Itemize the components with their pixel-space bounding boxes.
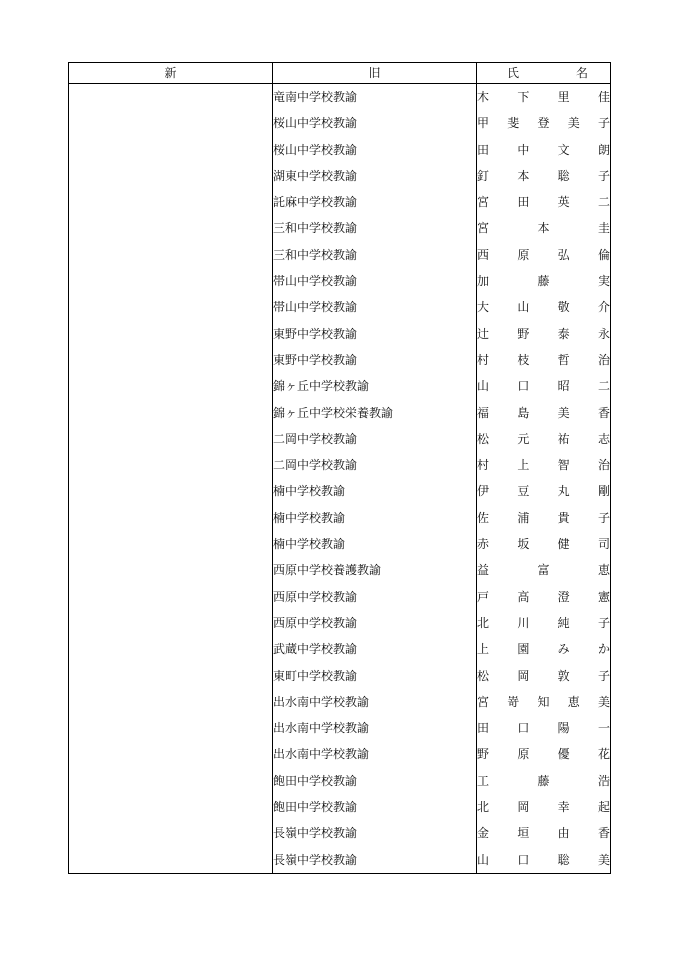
header-new: 新 <box>69 63 273 84</box>
table-row <box>69 689 611 715</box>
cell-new-position <box>69 163 273 189</box>
cell-old-position: 出水南中学校教諭 <box>273 715 477 741</box>
table-row <box>69 557 611 583</box>
table-row <box>69 636 611 662</box>
person-name: 北 川 純 子 <box>477 615 610 630</box>
cell-old-position: 錦ヶ丘中学校教諭 <box>273 373 477 399</box>
cell-new-position <box>69 294 273 320</box>
cell-new-position <box>69 373 273 399</box>
cell-old-position: 長嶺中学校教諭 <box>273 820 477 846</box>
cell-name <box>477 505 611 531</box>
table-row <box>69 768 611 794</box>
cell-name <box>477 584 611 610</box>
table-row <box>69 189 611 215</box>
table-row <box>69 347 611 373</box>
cell-old-position: 桜山中学校教諭 <box>273 110 477 136</box>
cell-name <box>477 741 611 767</box>
cell-old-position: 東野中学校教諭 <box>273 347 477 373</box>
personnel-table <box>68 62 611 874</box>
cell-name <box>477 189 611 215</box>
table-row <box>69 452 611 478</box>
cell-new-position <box>69 557 273 583</box>
cell-old-position: 三和中学校教諭 <box>273 215 477 241</box>
header-name-mei: 名 <box>575 66 588 80</box>
table-row <box>69 268 611 294</box>
cell-old-position: 託麻中学校教諭 <box>273 189 477 215</box>
person-name: 戸 高 澄 憲 <box>477 589 610 604</box>
cell-name <box>477 110 611 136</box>
person-name: 伊 豆 丸 剛 <box>477 484 610 499</box>
cell-name <box>477 215 611 241</box>
cell-name <box>477 820 611 846</box>
person-name: 山 口 昭 二 <box>477 379 610 394</box>
cell-old-position: 湖東中学校教諭 <box>273 163 477 189</box>
person-name: 大 山 敬 介 <box>477 300 610 315</box>
header-old: 旧 <box>273 63 477 84</box>
cell-new-position <box>69 321 273 347</box>
person-name: 田 口 陽 一 <box>477 721 610 736</box>
cell-new-position <box>69 663 273 689</box>
cell-old-position: 三和中学校教諭 <box>273 242 477 268</box>
table-row <box>69 478 611 504</box>
cell-old-position: 西原中学校養護教諭 <box>273 557 477 583</box>
cell-old-position: 楠中学校教諭 <box>273 531 477 557</box>
table-row <box>69 610 611 636</box>
cell-new-position <box>69 110 273 136</box>
cell-new-position <box>69 715 273 741</box>
cell-name <box>477 373 611 399</box>
table-row <box>69 505 611 531</box>
cell-name <box>477 715 611 741</box>
cell-new-position <box>69 741 273 767</box>
person-name: 甲 斐 登 美 子 <box>477 116 610 131</box>
cell-new-position <box>69 347 273 373</box>
cell-name <box>477 531 611 557</box>
cell-new-position <box>69 505 273 531</box>
cell-new-position <box>69 847 273 874</box>
cell-old-position: 楠中学校教諭 <box>273 478 477 504</box>
header-name-sei: 氏 <box>507 66 520 80</box>
cell-old-position: 西原中学校教諭 <box>273 610 477 636</box>
cell-name <box>477 426 611 452</box>
table-row <box>69 794 611 820</box>
cell-name <box>477 557 611 583</box>
cell-new-position <box>69 242 273 268</box>
person-name: 辻 野 泰 永 <box>477 326 610 341</box>
cell-new-position <box>69 400 273 426</box>
table-row <box>69 400 611 426</box>
cell-old-position: 二岡中学校教諭 <box>273 426 477 452</box>
cell-name <box>477 452 611 478</box>
person-name: 加 藤 実 <box>477 274 610 289</box>
cell-old-position: 二岡中学校教諭 <box>273 452 477 478</box>
cell-old-position: 東野中学校教諭 <box>273 321 477 347</box>
person-name: 西 原 弘 倫 <box>477 247 610 262</box>
person-name: 工 藤 浩 <box>477 773 610 788</box>
cell-new-position <box>69 268 273 294</box>
cell-old-position: 長嶺中学校教諭 <box>273 847 477 874</box>
table-row <box>69 373 611 399</box>
table-header-row <box>69 63 611 84</box>
table-row <box>69 110 611 136</box>
person-name: 金 垣 由 香 <box>477 826 610 841</box>
cell-old-position: 桜山中学校教諭 <box>273 137 477 163</box>
cell-name <box>477 163 611 189</box>
cell-name <box>477 347 611 373</box>
cell-new-position <box>69 452 273 478</box>
cell-name <box>477 321 611 347</box>
cell-new-position <box>69 768 273 794</box>
cell-new-position <box>69 531 273 557</box>
cell-new-position <box>69 610 273 636</box>
table-row <box>69 820 611 846</box>
person-name: 木 下 里 佳 <box>477 90 610 104</box>
cell-name <box>477 84 611 111</box>
cell-new-position <box>69 84 273 111</box>
cell-name <box>477 689 611 715</box>
table-row <box>69 294 611 320</box>
person-name: 野 原 優 花 <box>477 747 610 762</box>
header-name <box>477 63 611 84</box>
table-row <box>69 84 611 111</box>
cell-new-position <box>69 636 273 662</box>
cell-new-position <box>69 689 273 715</box>
person-name: 田 中 文 朗 <box>477 142 610 157</box>
cell-old-position: 帯山中学校教諭 <box>273 294 477 320</box>
cell-new-position <box>69 794 273 820</box>
person-name: 赤 坂 健 司 <box>477 537 610 552</box>
table-row <box>69 663 611 689</box>
cell-old-position: 楠中学校教諭 <box>273 505 477 531</box>
cell-new-position <box>69 478 273 504</box>
person-name: 佐 浦 貴 子 <box>477 510 610 525</box>
cell-new-position <box>69 584 273 610</box>
person-name: 宮 田 英 二 <box>477 195 610 210</box>
table-row <box>69 715 611 741</box>
person-name: 宮 本 圭 <box>477 221 610 236</box>
cell-old-position: 東町中学校教諭 <box>273 663 477 689</box>
cell-old-position: 帯山中学校教諭 <box>273 268 477 294</box>
person-name: 村 上 智 治 <box>477 458 610 473</box>
cell-name <box>477 400 611 426</box>
cell-name <box>477 137 611 163</box>
cell-new-position <box>69 189 273 215</box>
cell-name <box>477 768 611 794</box>
table-row <box>69 321 611 347</box>
cell-name <box>477 294 611 320</box>
cell-old-position: 出水南中学校教諭 <box>273 741 477 767</box>
table-row <box>69 242 611 268</box>
table-row <box>69 426 611 452</box>
cell-name <box>477 794 611 820</box>
person-name: 山 口 聡 美 <box>477 852 610 867</box>
cell-old-position: 飽田中学校教諭 <box>273 768 477 794</box>
person-name: 上 園 み か <box>477 642 610 657</box>
table-row <box>69 847 611 874</box>
table-row <box>69 531 611 557</box>
cell-name <box>477 610 611 636</box>
cell-old-position: 西原中学校教諭 <box>273 584 477 610</box>
person-name: 松 岡 敦 子 <box>477 668 610 683</box>
cell-old-position: 竜南中学校教諭 <box>273 84 477 111</box>
cell-name <box>477 478 611 504</box>
cell-name <box>477 663 611 689</box>
cell-old-position: 錦ヶ丘中学校栄養教諭 <box>273 400 477 426</box>
person-name: 北 岡 幸 起 <box>477 800 610 815</box>
cell-old-position: 武蔵中学校教諭 <box>273 636 477 662</box>
cell-new-position <box>69 426 273 452</box>
table-row <box>69 215 611 241</box>
cell-name <box>477 268 611 294</box>
table-row <box>69 584 611 610</box>
cell-new-position <box>69 215 273 241</box>
table-row <box>69 741 611 767</box>
person-name: 益 富 恵 <box>477 563 610 578</box>
cell-name <box>477 636 611 662</box>
person-name: 松 元 祐 志 <box>477 431 610 446</box>
table-body <box>69 84 611 874</box>
person-name: 宮 嵜 知 恵 美 <box>477 694 610 709</box>
cell-name <box>477 242 611 268</box>
table-row <box>69 137 611 163</box>
cell-name <box>477 847 611 874</box>
person-name: 村 枝 哲 治 <box>477 352 610 367</box>
person-name: 釘 本 聡 子 <box>477 168 610 183</box>
cell-old-position: 飽田中学校教諭 <box>273 794 477 820</box>
cell-new-position <box>69 137 273 163</box>
cell-old-position: 出水南中学校教諭 <box>273 689 477 715</box>
cell-new-position <box>69 820 273 846</box>
table-row <box>69 163 611 189</box>
person-name: 福 島 美 香 <box>477 405 610 420</box>
